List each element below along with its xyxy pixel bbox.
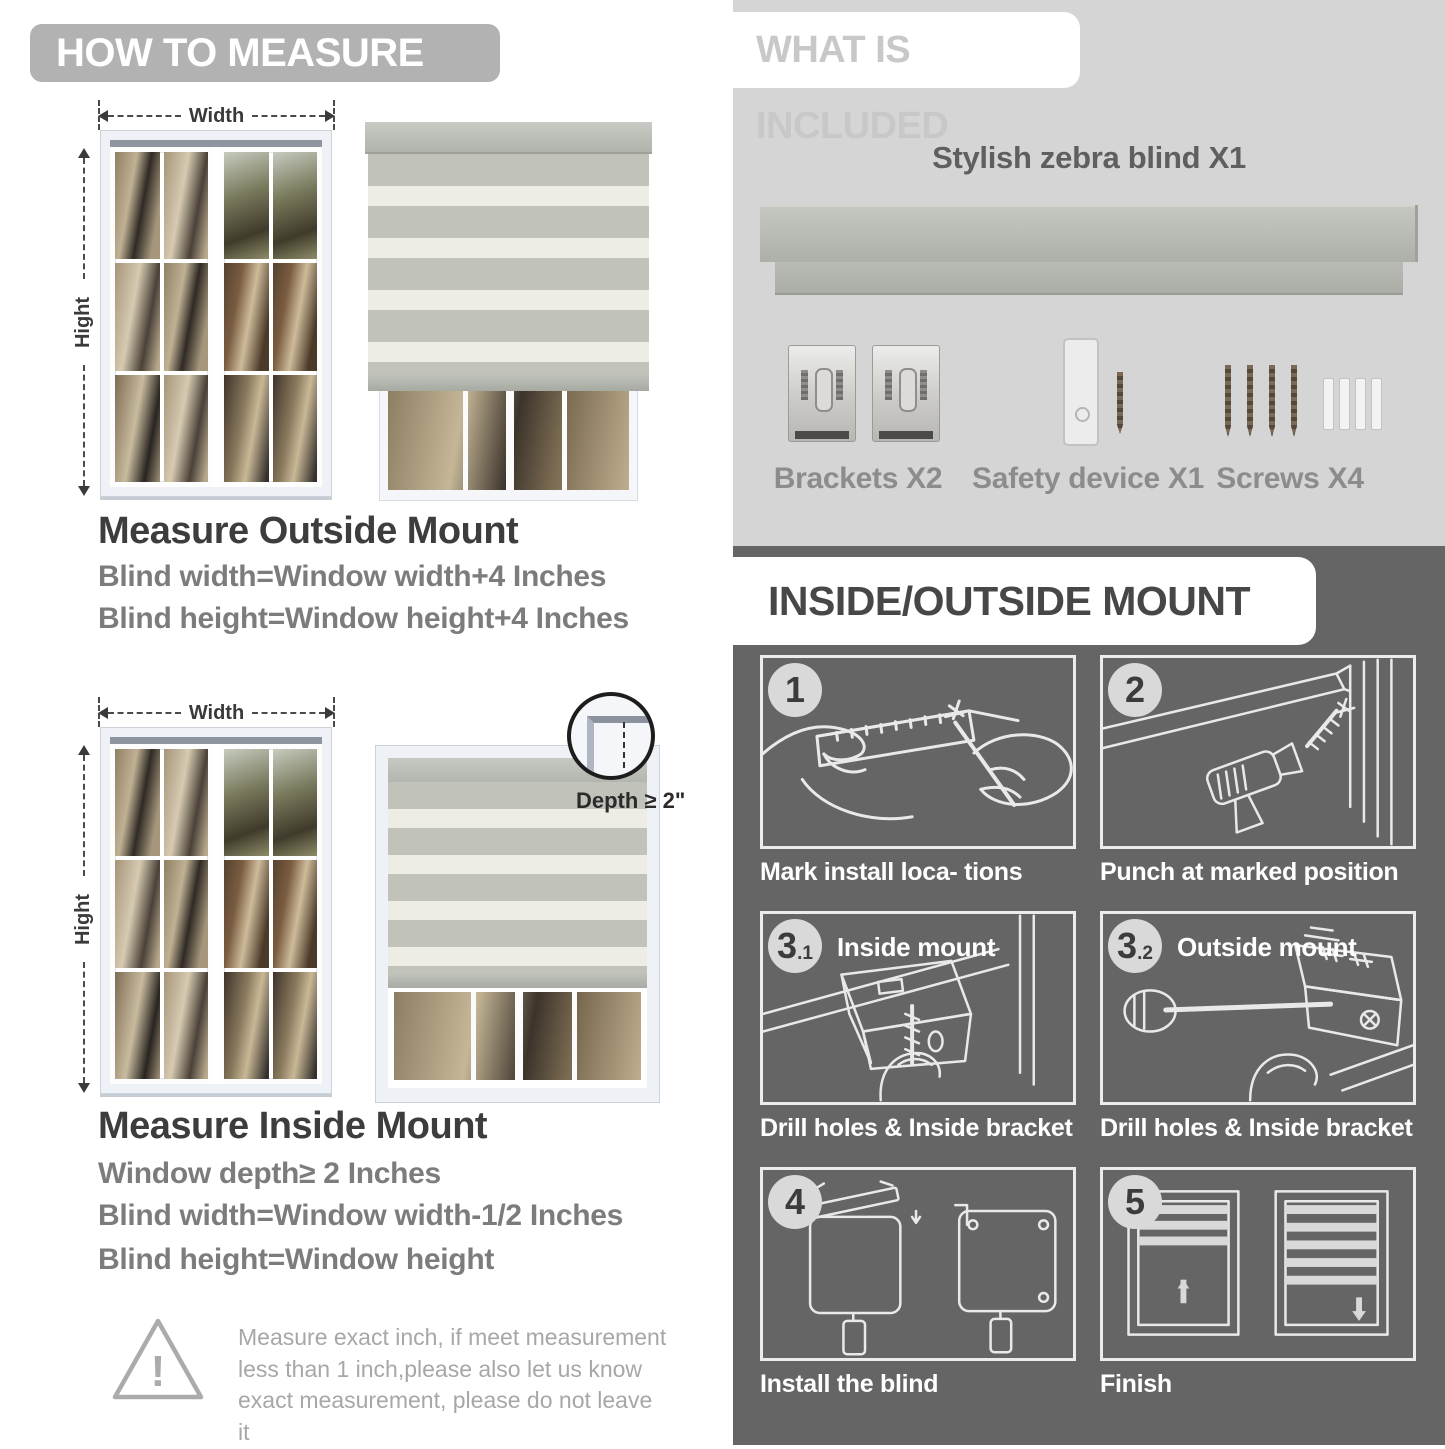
window-photo-outside xyxy=(100,130,332,497)
step-3-2 xyxy=(1100,911,1416,1143)
blind-cassette xyxy=(365,122,652,154)
step-number-badge: 4 xyxy=(768,1175,822,1229)
step-2-illustration xyxy=(1100,655,1416,849)
inside-formula-depth: Window depth≥ 2 Inches xyxy=(98,1157,441,1190)
wall-anchor-image xyxy=(1355,378,1366,430)
blind-bottom-rail xyxy=(368,374,649,391)
window-sash xyxy=(219,147,322,487)
outside-formula-width: Blind width=Window width+4 Inches xyxy=(98,560,607,593)
step-number-badge: 3 .1 xyxy=(768,919,822,973)
inside-mount-title: Measure Inside Mount xyxy=(98,1105,488,1147)
depth-magnifier-icon xyxy=(567,692,655,780)
step-5 xyxy=(1100,1167,1416,1399)
step-1-caption: Mark install loca- tions xyxy=(760,858,1023,886)
step-1-illustration xyxy=(760,655,1076,849)
mount-section-header: INSIDE/OUTSIDE MOUNT xyxy=(720,557,1316,645)
window-below-blind xyxy=(388,988,647,1088)
warning-mark: ! xyxy=(150,1347,166,1396)
outside-mount-title: Measure Outside Mount xyxy=(98,510,519,552)
arrow-up-icon xyxy=(78,745,90,755)
wall-anchor-image xyxy=(1323,378,1334,430)
step-number-badge: 1 xyxy=(768,663,822,717)
arrow-down-icon xyxy=(78,1083,90,1093)
measure-warning-text: Measure exact inch, if meet measurement less than 1 inch,please also let us know exact measurement, please do not leave it xyxy=(238,1324,667,1446)
window-sash xyxy=(110,744,213,1084)
arrow-tick xyxy=(333,100,335,130)
width-label: Width xyxy=(188,701,245,724)
height-arrow-inside xyxy=(72,745,96,1093)
arrow-up-icon xyxy=(78,148,90,158)
step-3-2-caption: Drill holes & Inside bracket xyxy=(1100,1114,1413,1142)
height-label: Hight xyxy=(72,893,95,945)
step-2-caption: Punch at marked position xyxy=(1100,858,1399,886)
step-1 xyxy=(760,655,1076,887)
step-number-badge: 2 xyxy=(1108,663,1162,717)
window-below-blind xyxy=(379,391,638,501)
inside-outside-mount-panel xyxy=(733,546,1445,1445)
window-sash xyxy=(110,147,213,487)
width-label: Width xyxy=(188,104,245,127)
window-sash xyxy=(219,744,322,1084)
screw-image xyxy=(1269,365,1275,437)
width-arrow-outside xyxy=(98,104,335,128)
bracket-image xyxy=(788,345,856,442)
zebra-blind-outside-figure xyxy=(365,122,652,501)
screws-label: Screws X4 xyxy=(1216,462,1364,495)
blind-bottom-rail xyxy=(388,974,647,988)
step-number-badge: 3 .2 xyxy=(1108,919,1162,973)
arrow-down-icon xyxy=(78,486,90,496)
screw-image xyxy=(1117,372,1123,434)
step-number-badge: 5 xyxy=(1108,1175,1162,1229)
wall-anchor-image xyxy=(1371,378,1382,430)
step-3-2-title: Outside mount xyxy=(1177,932,1357,962)
step-3-1 xyxy=(760,911,1076,1143)
step-3-1-illustration xyxy=(760,911,1076,1105)
arrow-tick xyxy=(98,697,100,727)
inside-formula-width: Blind width=Window width-1/2 Inches xyxy=(98,1199,624,1232)
zebra-stripes xyxy=(368,154,649,374)
screw-image xyxy=(1247,365,1253,437)
screw-image xyxy=(1225,365,1231,437)
screw-image xyxy=(1291,365,1297,437)
width-arrow-inside xyxy=(98,701,335,725)
wall-anchor-image xyxy=(1339,378,1350,430)
step-4-caption: Install the blind xyxy=(760,1370,939,1398)
safety-device-image xyxy=(1063,338,1099,446)
step-4 xyxy=(760,1167,1076,1399)
bracket-image xyxy=(872,345,940,442)
arrow-tick xyxy=(333,697,335,727)
installation-steps xyxy=(760,655,1420,1399)
step-2 xyxy=(1100,655,1416,887)
depth-label: Depth ≥ 2" xyxy=(576,788,686,813)
what-is-included-panel xyxy=(733,0,1445,546)
warning-triangle-icon xyxy=(108,1314,208,1406)
height-arrow-outside xyxy=(72,148,96,496)
blind-headrail-image xyxy=(760,205,1418,262)
safety-device-label: Safety device X1 xyxy=(971,462,1205,495)
window-photo-inside xyxy=(100,727,332,1094)
step-4-illustration xyxy=(760,1167,1076,1361)
blind-bottomrail-image xyxy=(775,262,1403,295)
product-title: Stylish zebra blind X1 xyxy=(932,140,1246,175)
outside-formula-height: Blind height=Window height+4 Inches xyxy=(98,602,629,635)
arrow-tick xyxy=(98,100,100,130)
inside-formula-height: Blind height=Window height xyxy=(98,1243,495,1276)
what-is-included-header: WHAT IS INCLUDED xyxy=(720,12,1080,88)
step-3-2-illustration xyxy=(1100,911,1416,1105)
step-3-1-title: Inside mount xyxy=(837,932,996,962)
how-to-measure-panel xyxy=(0,0,720,1445)
brackets-label: Brackets X2 xyxy=(773,462,943,495)
how-to-measure-header: HOW TO MEASURE xyxy=(30,24,500,82)
step-5-caption: Finish xyxy=(1100,1370,1172,1398)
step-5-illustration xyxy=(1100,1167,1416,1361)
height-label: Hight xyxy=(72,296,95,348)
step-3-1-caption: Drill holes & Inside bracket xyxy=(760,1114,1073,1142)
